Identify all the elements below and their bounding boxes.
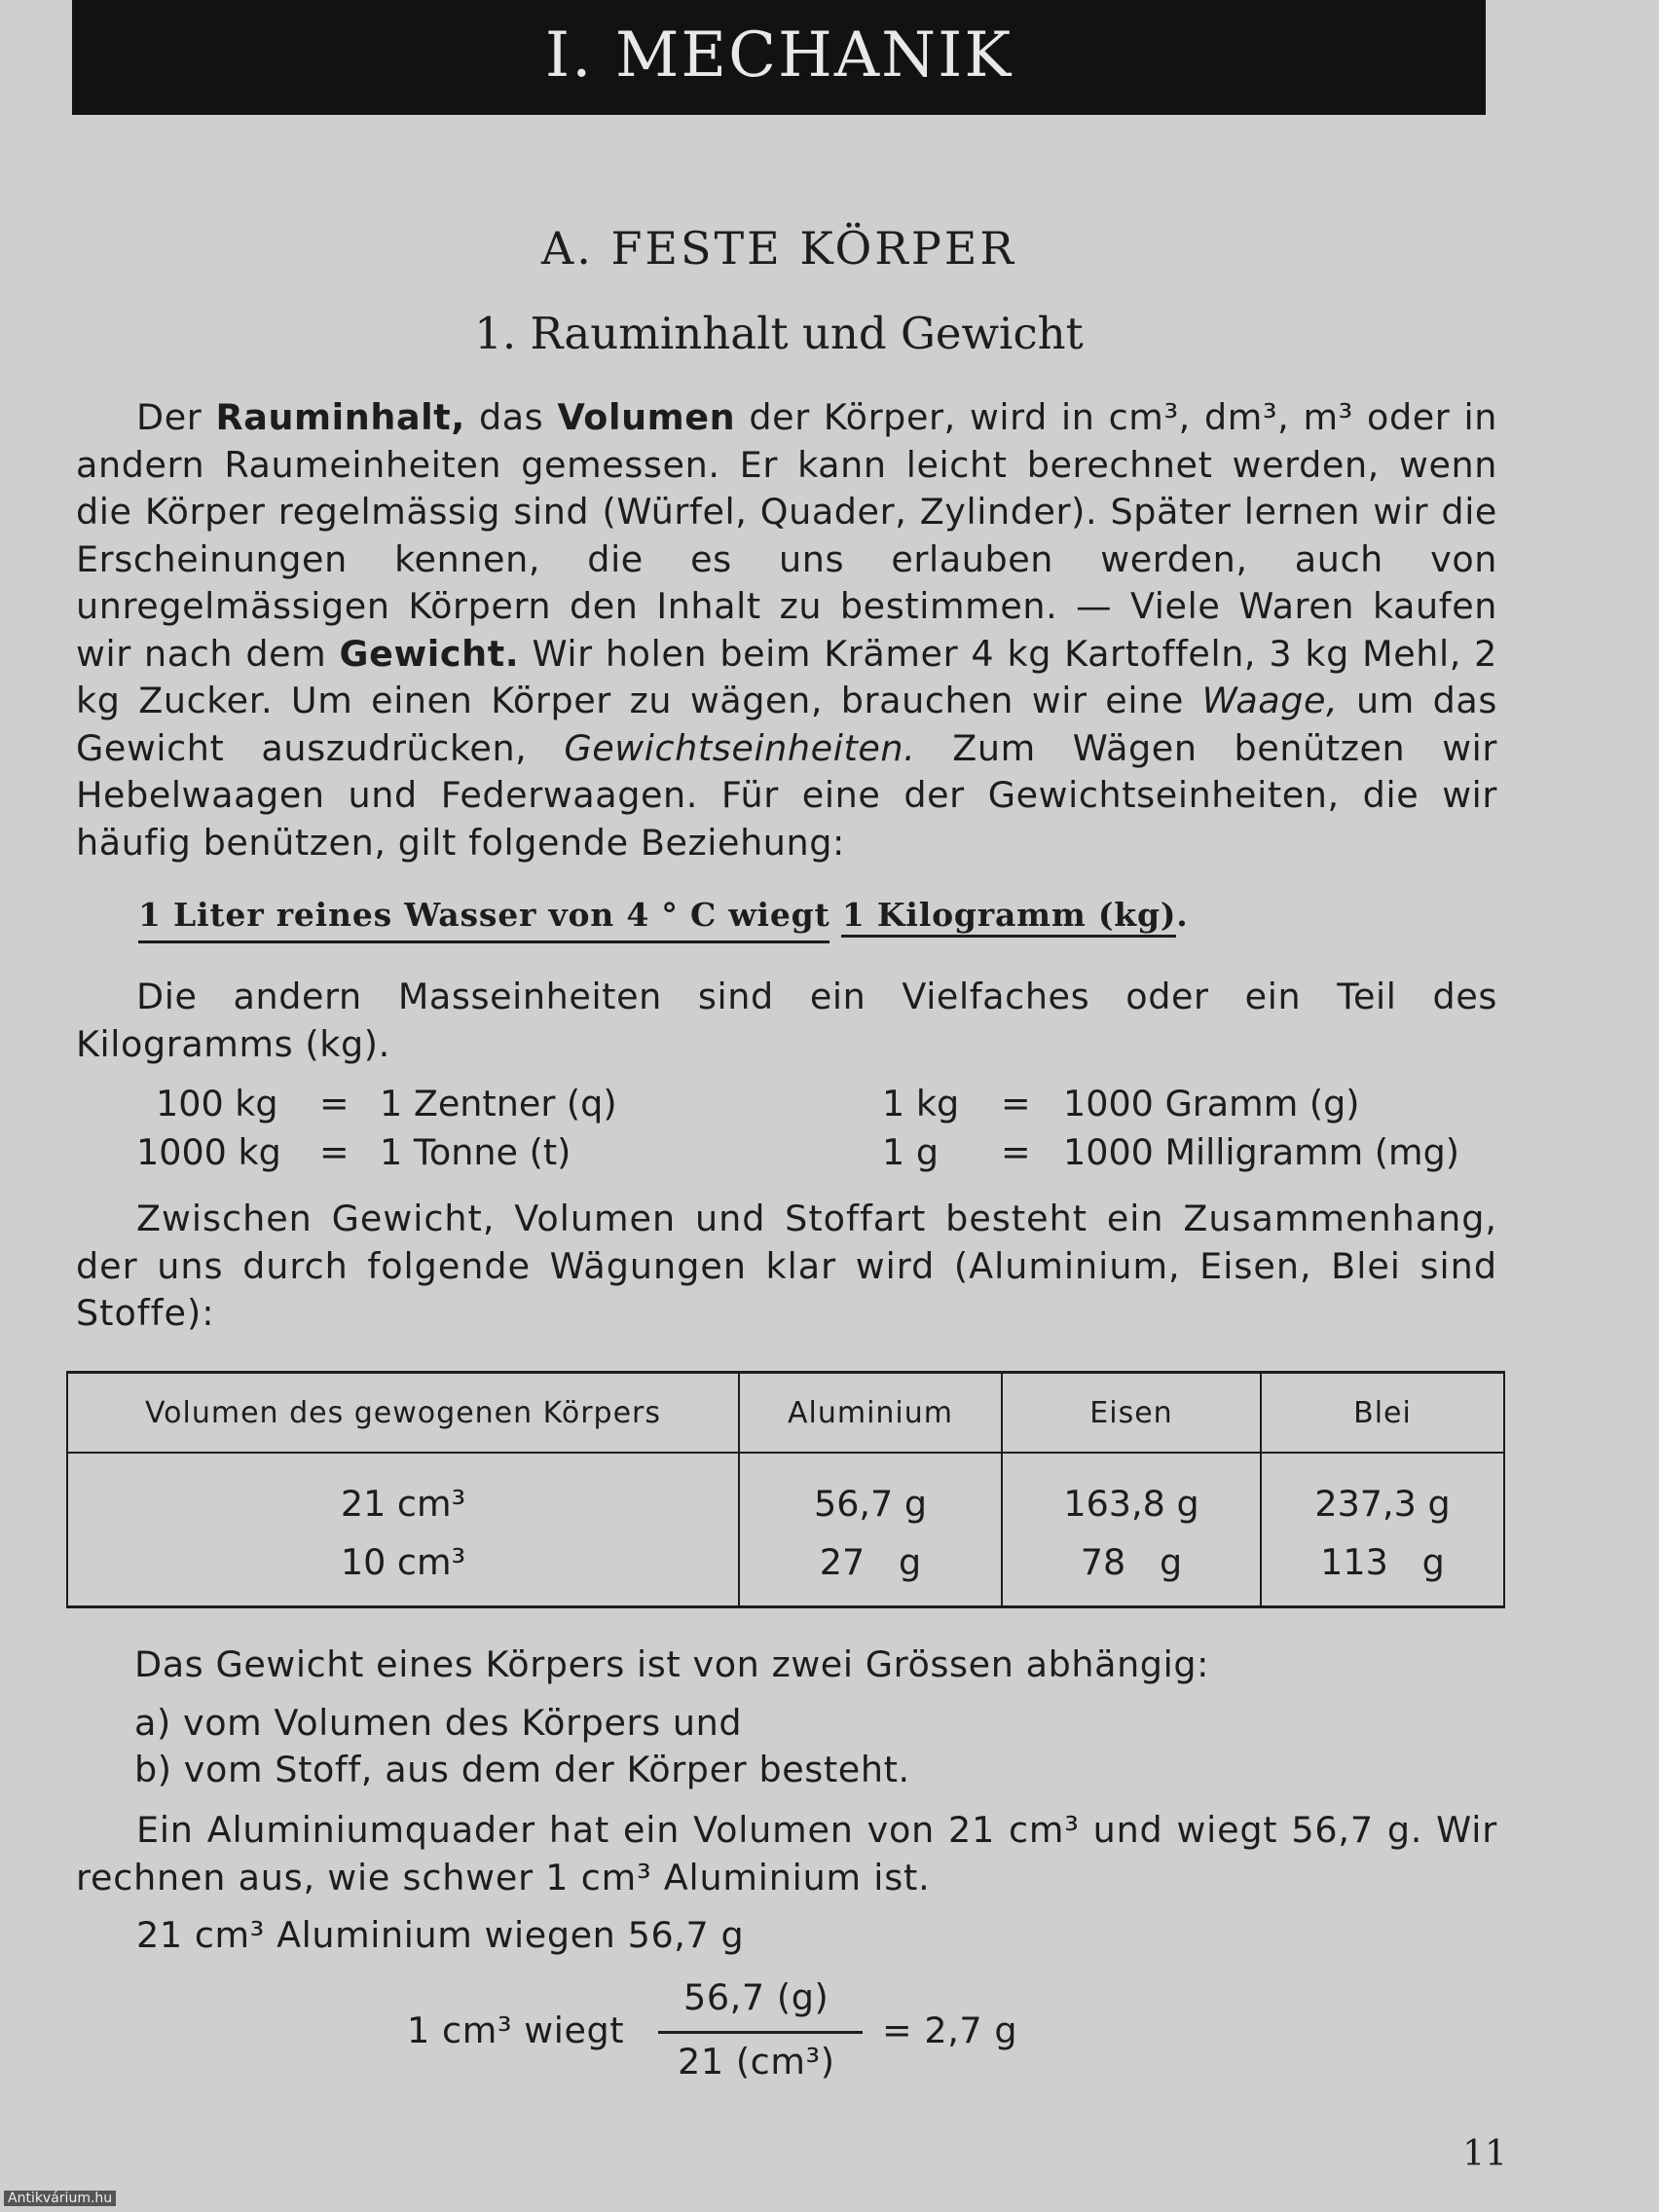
example-paragraph: Ein Aluminiumquader hat ein Volumen von 21 cm³ und wiegt 56,7 g. Wir rechnen aus, wie schwer 1 cm³ Aluminium ist.	[76, 1809, 1497, 1899]
unit-lhs: 100 kg	[156, 1083, 278, 1124]
unit-lhs: 1000 kg	[136, 1131, 281, 1173]
unit-lhs: 1 kg	[882, 1083, 960, 1124]
table-cell: 56,7 g 27 g	[739, 1453, 1002, 1607]
table-cell: 237,3 g 113 g	[1314, 1482, 1451, 1583]
table-cell: 163,8 g 78 g	[1002, 1453, 1261, 1607]
definition-rule: 1 Liter reines Wasser von 4 ° C wiegt 1 Kilogramm (kg).	[138, 896, 1189, 934]
calc-lhs: 1 cm³ wiegt	[407, 2009, 625, 2051]
calc-denominator: 21 (cm³)	[678, 2041, 835, 2083]
watermark: Antikvárium.hu	[4, 2191, 116, 2206]
weighing-table	[66, 1371, 1505, 1608]
table-header: Blei	[1261, 1373, 1504, 1454]
table-header-row	[67, 1373, 1504, 1454]
calc-result: = 2,7 g	[882, 2009, 1018, 2051]
chapter-banner: I. MECHANIK	[72, 0, 1486, 115]
depends-intro: Das Gewicht eines Körpers ist von zwei Grössen abhängig:	[134, 1643, 1209, 1685]
table-header: Volumen des gewogenen Körpers	[67, 1373, 739, 1454]
rule-underline	[841, 935, 1176, 938]
rule-underline	[138, 940, 830, 943]
unit-rhs: 1000 Gramm (g)	[1063, 1083, 1360, 1124]
table-row	[67, 1453, 1504, 1607]
fraction-bar	[658, 2031, 863, 2034]
calc-line: 21 cm³ Aluminium wiegen 56,7 g	[136, 1914, 745, 1956]
section-heading: A. FESTE KÖRPER	[541, 222, 1016, 275]
unit-eq: =	[319, 1131, 350, 1173]
unit-eq: =	[1001, 1083, 1031, 1124]
unit-rhs: 1 Tonne (t)	[380, 1131, 571, 1173]
calc-numerator: 56,7 (g)	[683, 1976, 830, 2018]
page-number: 11	[1462, 2134, 1507, 2174]
masse-paragraph: Die andern Masseinheiten sind ein Vielfaches oder ein Teil des Kilogramms (kg).	[76, 976, 1497, 1065]
depends-item-a: a) vom Volumen des Körpers und	[134, 1702, 743, 1744]
depends-item-b: b) vom Stoff, aus dem der Körper besteht.	[134, 1749, 910, 1790]
zusammenhang-paragraph: Zwischen Gewicht, Volumen und Stoffart besteht ein Zusammenhang, der uns durch folgende Wägungen klar wird (Aluminium, Eisen, Blei sind Stoffe):	[76, 1198, 1497, 1334]
subsection-heading: 1. Rauminhalt und Gewicht	[474, 308, 1084, 359]
intro-paragraph: Der Rauminhalt, das Volumen der Körper, wird in cm³, dm³, m³ oder in andern Raumeinheiten gemessen. Er kann leicht berechnet werden, wenn die Körper regelmässig sind (Würfel, Quader, Zylinder). Später lernen wir die Erscheinungen kennen, die es uns erlauben werden, auch von unregelmässigen Körpern den Inhalt zu bestimmen. — Viele Waren kaufen wir nach dem Gewicht. Wir holen beim Krämer 4 kg Kartoffeln, 3 kg Mehl, 2 kg Zucker. Um einen Körper zu wägen, brauchen wir eine Waage, um das Gewicht auszudrücken, Gewichtseinheiten. Zum Wägen benützen wir Hebelwaagen und Federwaagen. Für eine der Gewichtseinheiten, die wir häufig benützen, gilt folgende Beziehung:	[76, 396, 1497, 864]
table-cell: 21 cm³ 10 cm³	[67, 1453, 739, 1607]
unit-eq: =	[319, 1083, 350, 1124]
table-header: Eisen	[1002, 1373, 1261, 1454]
unit-lhs: 1 g	[882, 1131, 939, 1173]
unit-rhs: 1000 Milligramm (mg)	[1063, 1131, 1460, 1173]
unit-rhs: 1 Zentner (q)	[380, 1083, 617, 1124]
table-header: Aluminium	[739, 1373, 1002, 1454]
unit-eq: =	[1001, 1131, 1031, 1173]
